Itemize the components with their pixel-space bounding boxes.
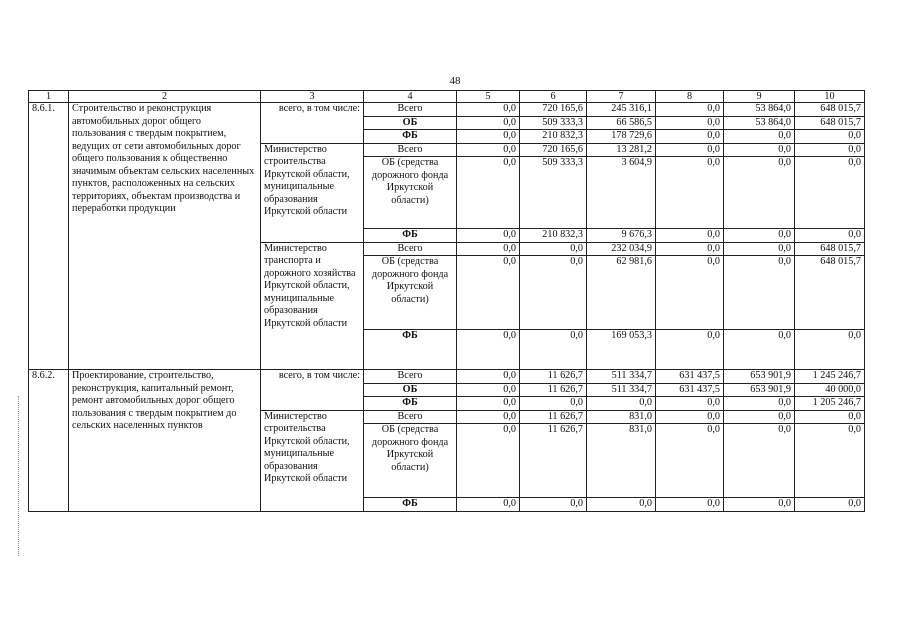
- cell-value: 0,0: [656, 157, 724, 229]
- header-row: [29, 91, 865, 103]
- cell-value: 0,0: [795, 410, 865, 424]
- cell-value: 509 333,3: [520, 157, 587, 229]
- cell-value: 11 626,7: [520, 383, 587, 397]
- cell-value: 648 015,7: [795, 116, 865, 130]
- row-label: Всего: [364, 410, 457, 424]
- row-label: ОБ (средства дорожного фонда Иркутской области): [364, 256, 457, 330]
- cell-value: 831,0: [587, 410, 656, 424]
- scan-margin-mark: [18, 396, 20, 556]
- cell-value: 0,0: [656, 229, 724, 243]
- cell-value: 0,0: [457, 116, 520, 130]
- cell-value: 0,0: [457, 410, 520, 424]
- cell-value: 0,0: [656, 242, 724, 256]
- cell-value: 66 586,5: [587, 116, 656, 130]
- cell-value: 511 334,7: [587, 370, 656, 384]
- executor-name: Министерство строительства Иркутской области, муниципальные образования Иркутской области: [261, 410, 364, 511]
- cell-value: 0,0: [795, 498, 865, 512]
- cell-value: 0,0: [724, 242, 795, 256]
- cell-value: 0,0: [724, 397, 795, 411]
- cell-value: 0,0: [656, 397, 724, 411]
- cell-value: 0,0: [795, 143, 865, 157]
- total-label: всего, в том числе:: [261, 103, 364, 144]
- row-label: ОБ (средства дорожного фонда Иркутской области): [364, 424, 457, 498]
- table-row: [29, 370, 865, 384]
- cell-value: 62 981,6: [587, 256, 656, 330]
- cell-value: 0,0: [457, 498, 520, 512]
- cell-value: 0,0: [724, 330, 795, 370]
- cell-value: 1 205 246,7: [795, 397, 865, 411]
- cell-value: 0,0: [724, 143, 795, 157]
- cell-value: 648 015,7: [795, 103, 865, 117]
- cell-value: 0,0: [724, 157, 795, 229]
- cell-value: 631 437,5: [656, 383, 724, 397]
- cell-value: 40 000,0: [795, 383, 865, 397]
- cell-value: 245 316,1: [587, 103, 656, 117]
- row-label: Всего: [364, 143, 457, 157]
- cell-value: 11 626,7: [520, 410, 587, 424]
- cell-value: 0,0: [724, 410, 795, 424]
- executor-name: Министерство строительства Иркутской области, муниципальные образования Иркутской области: [261, 143, 364, 242]
- cell-value: 232 034,9: [587, 242, 656, 256]
- cell-value: 0,0: [795, 330, 865, 370]
- row-label: ОБ: [364, 116, 457, 130]
- row-label: ФБ: [364, 130, 457, 144]
- cell-value: 0,0: [656, 330, 724, 370]
- executor-name: Министерство транспорта и дорожного хозяйства Иркутской области, муниципальные образования Иркутской области: [261, 242, 364, 370]
- cell-value: 1 245 246,7: [795, 370, 865, 384]
- cell-value: 0,0: [795, 229, 865, 243]
- cell-value: 0,0: [587, 498, 656, 512]
- cell-value: 0,0: [457, 330, 520, 370]
- cell-value: 0,0: [520, 498, 587, 512]
- cell-value: 0,0: [656, 103, 724, 117]
- column-header: 10: [795, 91, 865, 103]
- cell-value: 0,0: [656, 130, 724, 144]
- cell-value: 653 901,9: [724, 383, 795, 397]
- total-label: всего, в том числе:: [261, 370, 364, 411]
- row-label: ОБ (средства дорожного фонда Иркутской области): [364, 157, 457, 229]
- cell-value: 0,0: [520, 397, 587, 411]
- cell-value: 653 901,9: [724, 370, 795, 384]
- cell-value: 648 015,7: [795, 256, 865, 330]
- section-id: 8.6.1.: [29, 103, 69, 370]
- cell-value: 0,0: [457, 383, 520, 397]
- cell-value: 0,0: [656, 410, 724, 424]
- cell-value: 0,0: [587, 397, 656, 411]
- column-header: 8: [656, 91, 724, 103]
- cell-value: 0,0: [457, 229, 520, 243]
- cell-value: 178 729,6: [587, 130, 656, 144]
- cell-value: 210 832,3: [520, 130, 587, 144]
- cell-value: 0,0: [795, 424, 865, 498]
- cell-value: 0,0: [520, 256, 587, 330]
- cell-value: 720 165,6: [520, 103, 587, 117]
- cell-value: 0,0: [795, 130, 865, 144]
- cell-value: 648 015,7: [795, 242, 865, 256]
- cell-value: 13 281,2: [587, 143, 656, 157]
- section-id: 8.6.2.: [29, 370, 69, 512]
- cell-value: 0,0: [457, 424, 520, 498]
- table-row: [29, 103, 865, 117]
- row-label: Всего: [364, 103, 457, 117]
- cell-value: 0,0: [457, 103, 520, 117]
- cell-value: 53 864,0: [724, 116, 795, 130]
- row-label: ОБ: [364, 383, 457, 397]
- column-header: 6: [520, 91, 587, 103]
- column-header: 1: [29, 91, 69, 103]
- cell-value: 11 626,7: [520, 370, 587, 384]
- cell-value: 0,0: [656, 116, 724, 130]
- page-number: 48: [449, 75, 461, 87]
- cell-value: 11 626,7: [520, 424, 587, 498]
- cell-value: 0,0: [457, 130, 520, 144]
- cell-value: 511 334,7: [587, 383, 656, 397]
- column-header: 2: [69, 91, 261, 103]
- cell-value: 9 676,3: [587, 229, 656, 243]
- cell-value: 0,0: [724, 130, 795, 144]
- cell-value: 720 165,6: [520, 143, 587, 157]
- cell-value: 0,0: [520, 330, 587, 370]
- row-label: ФБ: [364, 397, 457, 411]
- row-label: ФБ: [364, 229, 457, 243]
- cell-value: 0,0: [457, 143, 520, 157]
- column-header: 3: [261, 91, 364, 103]
- cell-value: 169 053,3: [587, 330, 656, 370]
- cell-value: 0,0: [457, 370, 520, 384]
- cell-value: 0,0: [656, 424, 724, 498]
- cell-value: 53 864,0: [724, 103, 795, 117]
- cell-value: 0,0: [724, 256, 795, 330]
- cell-value: 0,0: [724, 424, 795, 498]
- cell-value: 0,0: [457, 157, 520, 229]
- section-title: Проектирование, строительство, реконструкция, капитальный ремонт, ремонт автомобильных дорог общего пользования с твердым покрытием до сельских населенных пунктов: [69, 370, 261, 512]
- column-header: 5: [457, 91, 520, 103]
- cell-value: 0,0: [656, 256, 724, 330]
- cell-value: 0,0: [724, 229, 795, 243]
- column-header: 9: [724, 91, 795, 103]
- cell-value: 0,0: [457, 242, 520, 256]
- budget-table: [28, 90, 865, 512]
- cell-value: 0,0: [457, 256, 520, 330]
- row-label: ФБ: [364, 498, 457, 512]
- section-title: Строительство и реконструкция автомобильных дорог общего пользования с твердым покрытием, ведущих от сети автомобильных дорог общего пользования к общественно значимым объектам сельских населенных пунктов, расположенных на сельских территориях, объектам производства и переработки продукции: [69, 103, 261, 370]
- cell-value: 0,0: [457, 397, 520, 411]
- row-label: Всего: [364, 242, 457, 256]
- column-header: 4: [364, 91, 457, 103]
- cell-value: 0,0: [795, 157, 865, 229]
- cell-value: 210 832,3: [520, 229, 587, 243]
- cell-value: 0,0: [724, 498, 795, 512]
- cell-value: 631 437,5: [656, 370, 724, 384]
- cell-value: 0,0: [520, 242, 587, 256]
- cell-value: 0,0: [656, 143, 724, 157]
- row-label: ФБ: [364, 330, 457, 370]
- cell-value: 0,0: [656, 498, 724, 512]
- cell-value: 831,0: [587, 424, 656, 498]
- cell-value: 3 604,9: [587, 157, 656, 229]
- cell-value: 509 333,3: [520, 116, 587, 130]
- column-header: 7: [587, 91, 656, 103]
- row-label: Всего: [364, 370, 457, 384]
